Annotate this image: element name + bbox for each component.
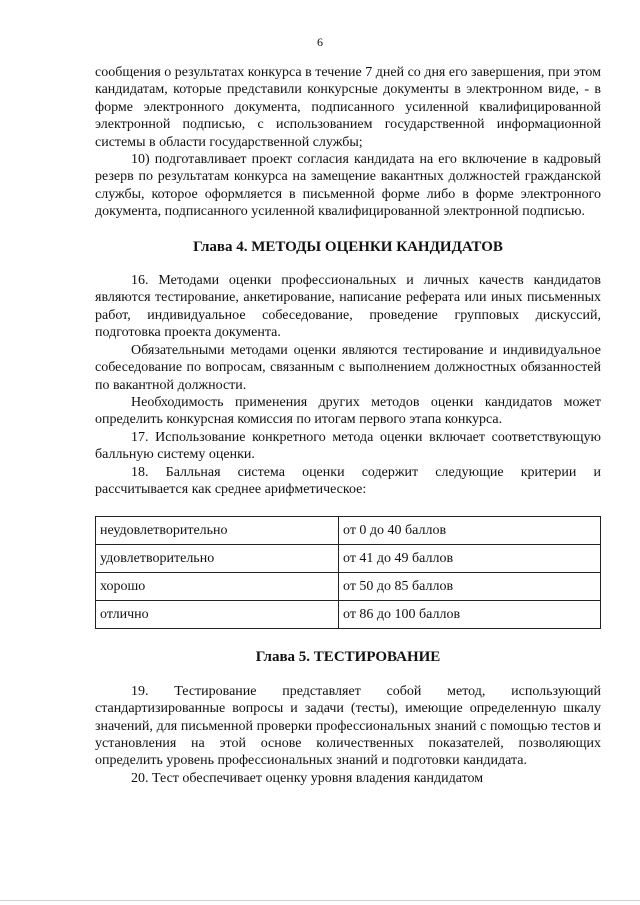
table-row (96, 517, 601, 545)
paragraph-item-20: 20. Тест обеспечивает оценку уровня владения кандидатом (131, 770, 484, 786)
paragraph-item-16: 16. Методами оценки профессиональных и личных качеств кандидатов являются тестирование, анкетирование, написание реферата или иных письменных работ, индивидуальное собеседование, проведение групповых дискуссий, подготовка проекта документа. (95, 273, 601, 341)
grade-cell: неудовлетворительно (96, 517, 339, 545)
paragraph-item-10: 10) подготавливает проект согласия кандидата на его включение в кадровый резерв по результатам конкурса на замещение вакантных должностей гражданской службы, которое оформляется в письменной форме либо в форме электронного документа, подписанного усиленной квалифицированной электронной подписью. (95, 152, 601, 220)
page-number: 6 (317, 35, 323, 49)
paragraph-other-methods: Необходимость применения других методов оценки кандидатов может определить конкурсная комиссия по итогам первого этапа конкурса. (95, 394, 601, 428)
range-cell: от 0 до 40 баллов (339, 517, 601, 545)
grade-cell: хорошо (96, 573, 339, 601)
table-row (96, 573, 601, 601)
criteria-table (95, 516, 601, 629)
chapter-5-title: Глава 5. ТЕСТИРОВАНИЕ (255, 649, 441, 666)
paragraph-item-17: 17. Использование конкретного метода оценки включает соответствующую балльную систему оценки. (95, 429, 601, 463)
table-row (96, 601, 601, 629)
grade-cell: удовлетворительно (96, 545, 339, 573)
table-row (96, 545, 601, 573)
page-bottom-divider (0, 900, 640, 901)
range-cell: от 41 до 49 баллов (339, 545, 601, 573)
paragraph-item-18: 18. Балльная система оценки содержит следующие критерии и рассчитывается как среднее арифметическое: (95, 464, 601, 497)
chapter-4-title: Глава 4. МЕТОДЫ ОЦЕНКИ КАНДИДАТОВ (193, 238, 503, 255)
paragraph-item-19: 19. Тестирование представляет собой метод, использующий стандартизированные вопросы и задачи (тесты), имеющие определенную шкалу значений, для письменной проверки профессиональных знаний с помощью тестов и установления на этой основе количественных показателей, позволяющих определить уровень профессиональных знаний и подготовки кандидата. (95, 683, 601, 769)
grade-cell: отлично (96, 601, 339, 629)
paragraph-continuation: сообщения о результатах конкурса в течение 7 дней со дня его завершения, при этом кандидатам, которые представили конкурсные документы в электронном виде, - в форме электронного документа, подписанного усиленной квалифицированной электронной подписью, с использованием государственной информационной системы в области государственной службы; (95, 65, 601, 150)
document-body (95, 64, 601, 787)
range-cell: от 86 до 100 баллов (339, 601, 601, 629)
paragraph-mandatory-methods: Обязательными методами оценки являются тестирование и индивидуальное собеседование по вопросам, связанным с выполнением должностных обязанностей по вакантной должности. (95, 342, 601, 393)
range-cell: от 50 до 85 баллов (339, 573, 601, 601)
